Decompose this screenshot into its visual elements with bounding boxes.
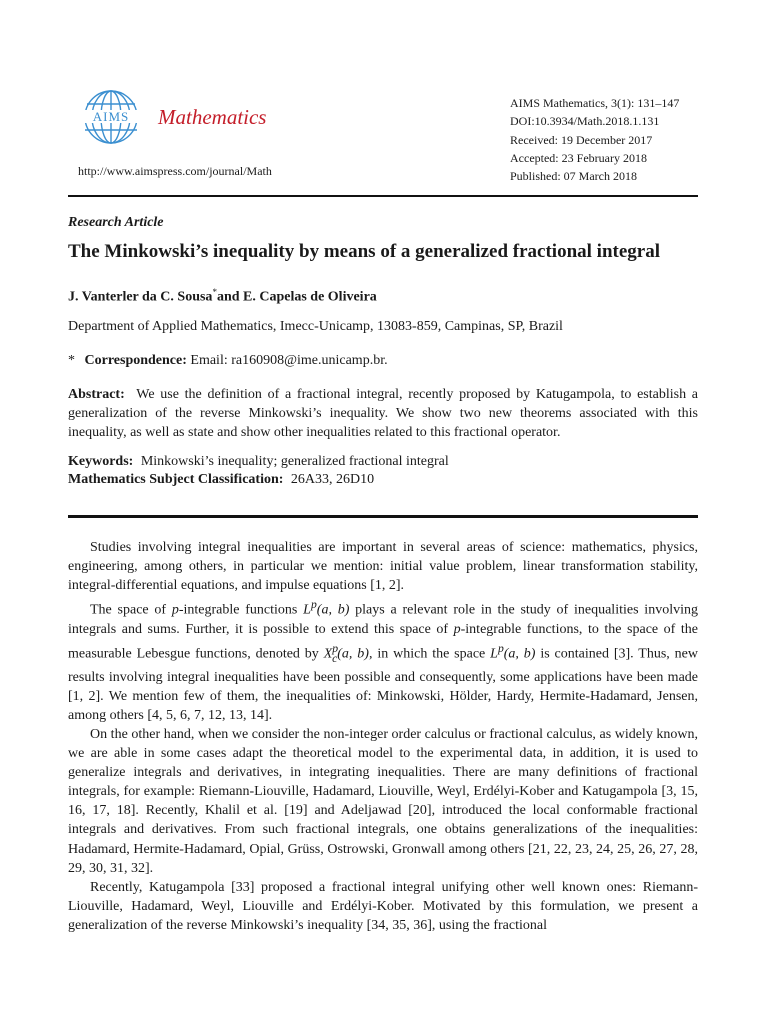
abstract <box>68 385 698 442</box>
published-date: Published: 07 March 2018 <box>510 169 637 184</box>
journal-header <box>68 82 698 192</box>
msc-text: 26A33, 26D10 <box>290 472 375 487</box>
abstract-label: Abstract: <box>68 387 125 402</box>
correspondence <box>68 353 388 369</box>
paragraph-1: Studies involving integral inequalities are important in several areas of science: mathematics, physics, engineering, among others, in particular we mention: initial value problem, linear transformation stability, integral-differential equations, and impulse equations [1, 2]. <box>68 540 698 594</box>
paragraph-4: Recently, Katugampola [33] proposed a fractional integral unifying other well known ones: Riemann-Liouville, Hadamard, Weyl, Liouville and Erdélyi-Kober. Motivated by this formulation, we present a generalization of the reverse Minkowski’s inequality [34, 35, 36], using the fractional <box>68 879 698 933</box>
abstract-text: We use the definition of a fractional integral, recently proposed by Katugampola, to establish a generalization of the reverse Minkowski’s inequality. We show two new theorems associated with this inequality, as well as state and show other inequalities related to this fractional operator. <box>68 387 698 440</box>
paragraph-3: On the other hand, when we consider the non-integer order calculus or fractional calculus, as widely known, we are able in some cases adapt the theoretical model to the experimental data, in addition, it is used to generalize integrals and derivatives, in integrating inequalities. There are many definitions of fractional integrals, for example: Riemann-Liouville, Hadamard, Liouville, Weyl, Erdélyi-Kober and Katugampola [3, 15, 16, 17, 18]. Recently, Khalil et al. [19] and Adeljawad [20], introduced the local conformable fractional integrals and derivatives. From such fractional integrals, one obtains generalizations of the inequalities: Hadamard, Hermite-Hadamard, Opial, Grüss, Ostrowski, Gronwall among others [21, 22, 23, 24, 25, 26, 27, 28, 29, 30, 31, 32]. <box>68 726 698 876</box>
keywords <box>68 453 449 471</box>
keywords-label: Keywords: <box>68 454 134 469</box>
introduction <box>68 538 698 935</box>
author-2: and E. Capelas de Oliveira <box>216 289 377 305</box>
received-date: Received: 19 December 2017 <box>510 132 653 147</box>
affiliation: Department of Applied Mathematics, Imecc-Unicamp, 13083-859, Campinas, SP, Brazil <box>68 319 563 334</box>
author-1: J. Vanterler da C. Sousa <box>68 289 213 305</box>
abstract-divider <box>68 515 698 518</box>
keywords-block <box>68 453 449 489</box>
correspondence-email[interactable]: Email: ra160908@ime.unicamp.br. <box>190 353 388 368</box>
journal-url[interactable]: http://www.aimspress.com/journal/Math <box>78 164 272 178</box>
accepted-date: Accepted: 23 February 2018 <box>510 150 647 165</box>
header-divider <box>68 195 698 197</box>
paragraph-2: The space of p-integrable functions $L^p(a$, b) plays a relevant role in the study of inequalities involving integrals and sums. Further, it is possible to extend this space of p-integrable functions, to the space of the measurable Lebesgue functions, denoted by $X^p_c(a$, b), in which the space $L^p(a$, b) is contained [3]. Thus, new results involving integral inequalities have been possible and consequently, some applications have been made [1, 2]. We mention few of them, the inequalities of: Minkowski, Hölder, Hardy, Hermite-Hadamard, Jensen, among others [4, 5, 6, 7, 12, 13, 14]. <box>68 598 698 723</box>
aims-globe-logo <box>77 86 145 148</box>
doi[interactable]: DOI:10.3934/Math.2018.1.131 <box>510 114 660 129</box>
author-1-mark: * <box>212 287 217 297</box>
authors <box>68 287 377 306</box>
msc <box>68 471 449 489</box>
article-type: Research Article <box>68 215 164 230</box>
msc-label: Mathematics Subject Classification: <box>68 472 284 487</box>
correspondence-mark: * <box>68 353 75 368</box>
keywords-text: Minkowski’s inequality; generalized fractional integral <box>140 454 449 469</box>
article-title: The Minkowski’s inequality by means of a generalized fractional integral <box>68 241 660 262</box>
citation: AIMS Mathematics, 3(1): 131–147 <box>510 96 680 110</box>
correspondence-label: Correspondence: <box>84 353 187 368</box>
journal-name: Mathematics <box>158 105 267 129</box>
aims-logo-text: AIMS <box>92 109 130 124</box>
publication-meta <box>510 94 679 185</box>
